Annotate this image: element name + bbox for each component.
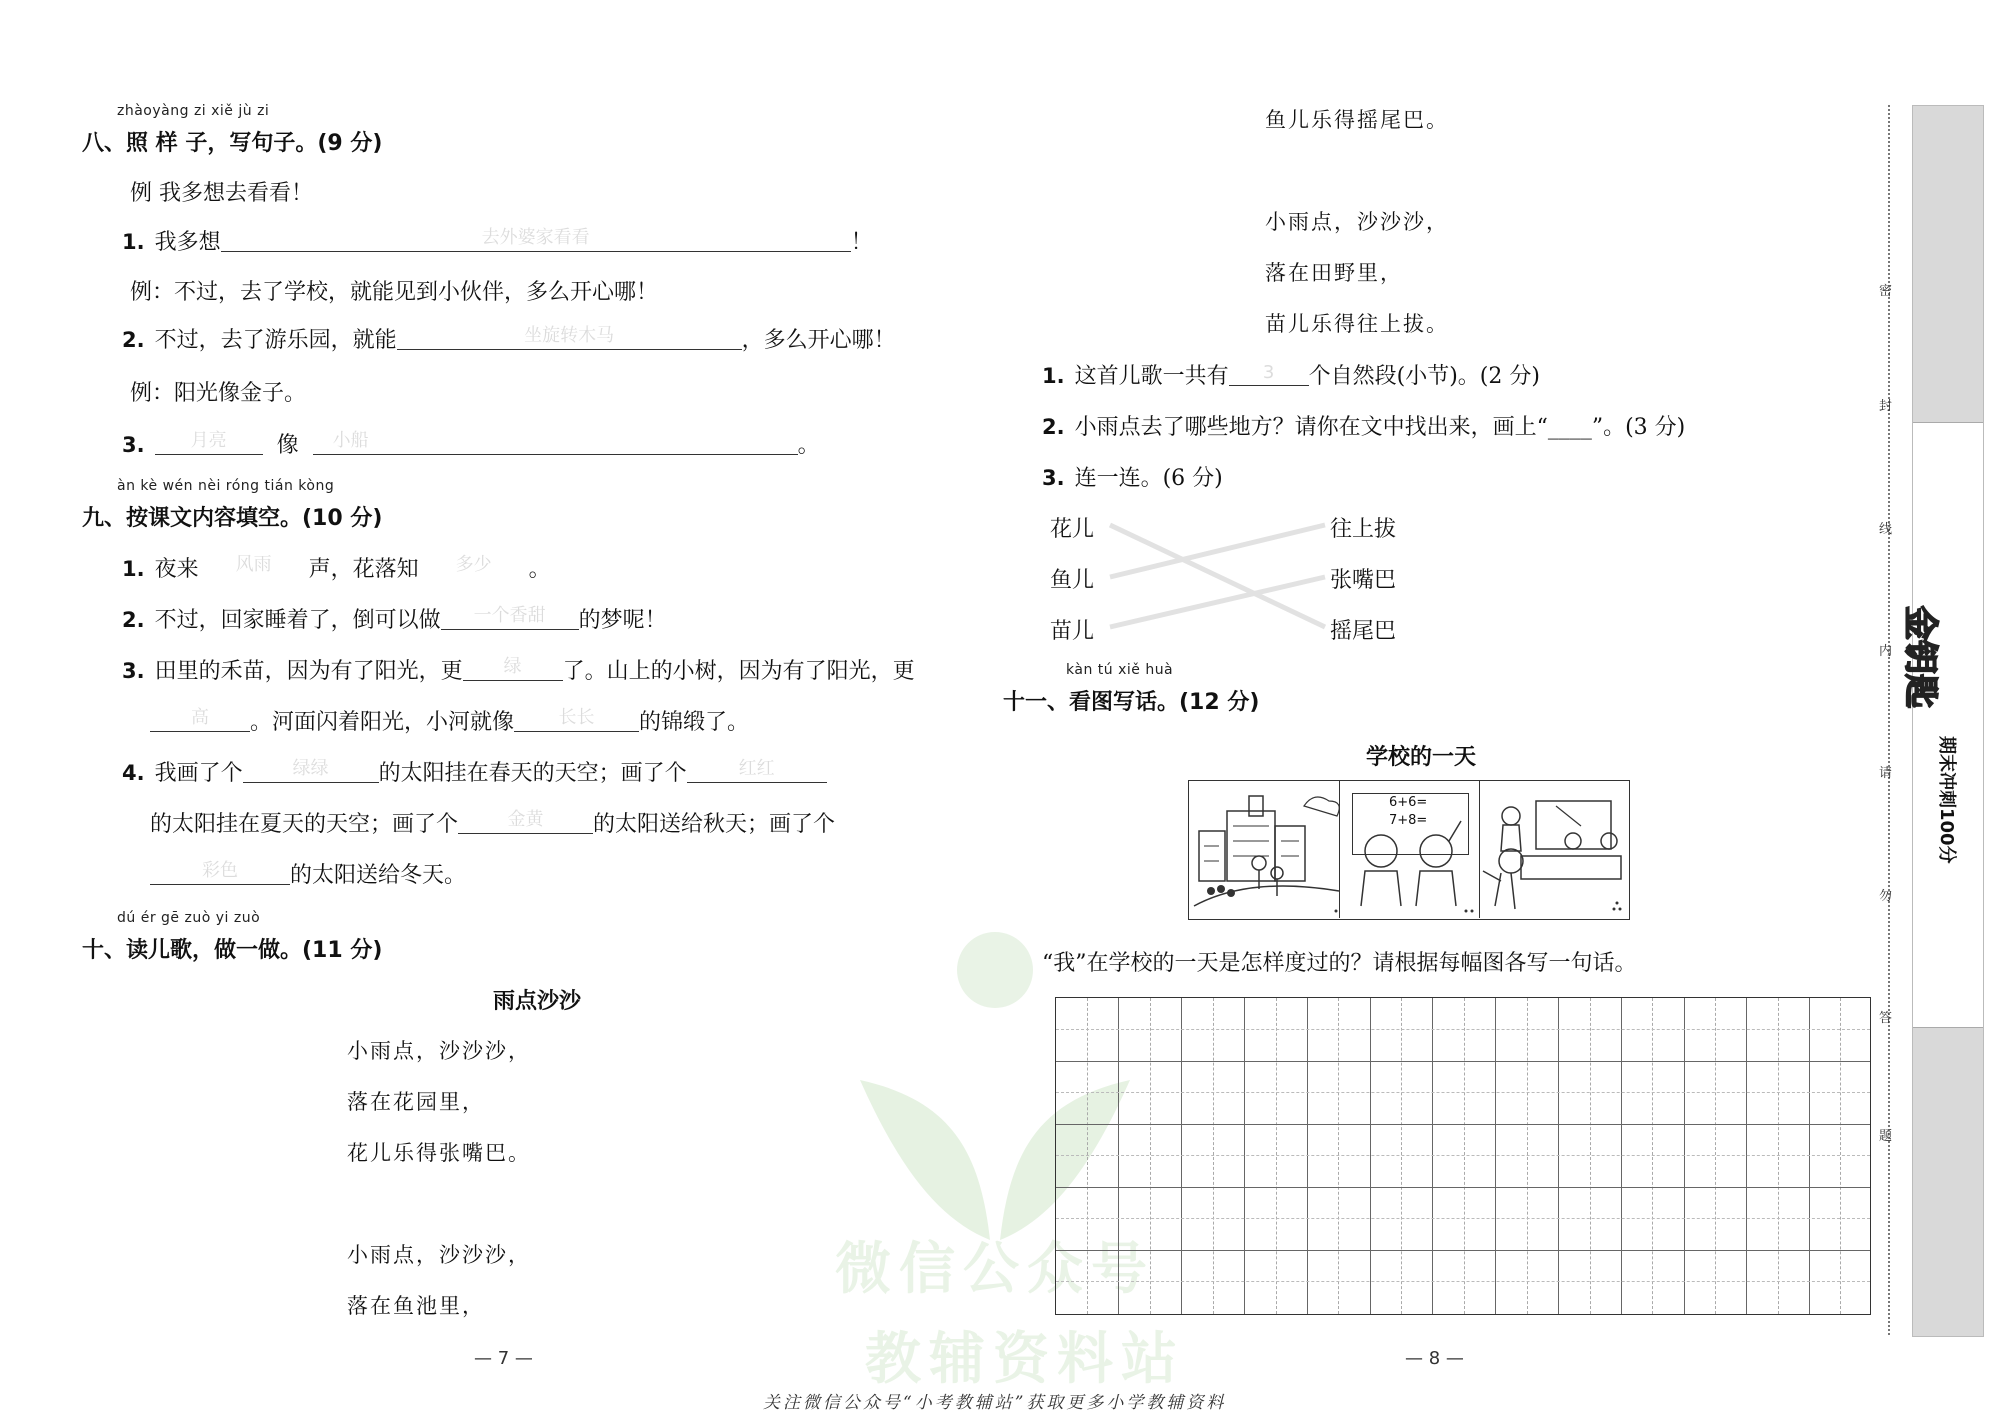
question-text: 的锦缎了。 bbox=[639, 710, 750, 735]
watermark-text: 微信公众号 bbox=[835, 1237, 1155, 1302]
poem-line: 小雨点，沙沙沙， bbox=[347, 1243, 531, 1267]
question-text: 。河面闪着阳光，小河就像 bbox=[250, 710, 515, 735]
question-1 bbox=[122, 552, 551, 583]
question-text: 夜来 bbox=[154, 557, 199, 582]
poem-line: 花儿乐得张嘴巴。 bbox=[347, 1141, 531, 1165]
page-number: — 8 — bbox=[1405, 1348, 1464, 1369]
grid-guide bbox=[1778, 998, 1779, 1314]
footer-note: 关注微信公众号“小考教辅站”获取更多小学教辅资料 bbox=[763, 1393, 1227, 1413]
question-text: 不过，回家睡着了，倒可以做 bbox=[154, 608, 441, 633]
brand-name: 金钥匙 bbox=[1900, 606, 1940, 708]
classroom-illustration bbox=[1341, 781, 1481, 918]
question-4-continued bbox=[150, 807, 835, 838]
answer-blank[interactable] bbox=[150, 709, 250, 732]
answer-blank[interactable] bbox=[313, 432, 798, 455]
question-2 bbox=[122, 603, 667, 634]
section-title: 八、照 样 子，写句子。(9 分) bbox=[82, 131, 383, 156]
question-number: 1. bbox=[122, 557, 145, 581]
faint-answer: 绿 bbox=[503, 656, 522, 677]
question-text: 小雨点去了哪些地方？请你在文中找出来，画上“____”。(3 分) bbox=[1074, 415, 1686, 440]
poem-line: 小雨点，沙沙沙， bbox=[347, 1039, 531, 1063]
example-text: 例 我多想去看看！ bbox=[130, 181, 313, 206]
question-number: 4. bbox=[122, 761, 145, 785]
grid-guide bbox=[1840, 998, 1841, 1314]
grid-guide bbox=[1715, 998, 1716, 1314]
grid-line bbox=[1495, 998, 1496, 1314]
faint-answer: 高 bbox=[191, 707, 209, 728]
writing-grid[interactable] bbox=[1055, 997, 1871, 1315]
answer-blank[interactable] bbox=[150, 862, 290, 885]
grid-guide bbox=[1056, 1029, 1870, 1030]
answer-blank[interactable] bbox=[419, 556, 529, 579]
grid-line bbox=[1809, 998, 1810, 1314]
picture-title: 学校的一天 bbox=[1366, 745, 1477, 770]
match-left-item[interactable]: 鱼儿 bbox=[1050, 568, 1095, 593]
grid-guide bbox=[1464, 998, 1465, 1314]
section-pinyin: zhàoyàng zi xiě jù zi bbox=[117, 103, 270, 119]
grid-guide bbox=[1338, 998, 1339, 1314]
question-1 bbox=[1042, 359, 1540, 390]
question-number: 1. bbox=[122, 230, 145, 254]
match-right-item[interactable]: 往上拔 bbox=[1330, 517, 1397, 542]
seal-char: 答 bbox=[1879, 1011, 1893, 1026]
faint-answer: 彩色 bbox=[202, 860, 238, 881]
question-number: 2. bbox=[122, 328, 145, 352]
page-number: — 7 — bbox=[474, 1348, 533, 1369]
question-3 bbox=[122, 428, 820, 459]
answer-blank[interactable] bbox=[458, 811, 593, 834]
grid-guide bbox=[1401, 998, 1402, 1314]
question-text: 不过，去了游乐园，就能 bbox=[154, 328, 397, 353]
section-title: 九、按课文内容填空。(10 分) bbox=[82, 506, 383, 531]
grid-guide bbox=[1087, 998, 1088, 1314]
question-text: 田里的禾苗，因为有了阳光，更 bbox=[154, 659, 463, 684]
question-2 bbox=[1042, 410, 1685, 441]
question-text: 我多想 bbox=[154, 230, 221, 255]
match-right-item[interactable]: 张嘴巴 bbox=[1330, 568, 1397, 593]
watermark-text: 教辅资料站 bbox=[865, 1327, 1185, 1392]
question-text: 。 bbox=[528, 557, 551, 582]
seal-char: 请 bbox=[1879, 766, 1893, 781]
faint-answer: 去外婆家看看 bbox=[481, 227, 590, 248]
grid-line bbox=[1118, 998, 1119, 1314]
grid-line bbox=[1056, 1250, 1870, 1251]
grid-line bbox=[1558, 998, 1559, 1314]
question-text: ，多么开心哪！ bbox=[741, 328, 896, 353]
poem-line: 落在花园里， bbox=[347, 1090, 485, 1114]
seal-char: 内 bbox=[1879, 644, 1893, 659]
grid-guide bbox=[1527, 998, 1528, 1314]
match-left-item[interactable]: 苗儿 bbox=[1050, 619, 1095, 644]
section-pinyin: àn kè wén nèi róng tián kòng bbox=[117, 478, 335, 494]
grid-guide bbox=[1150, 998, 1151, 1314]
question-text: 连一连。(6 分) bbox=[1074, 466, 1223, 491]
grid-guide bbox=[1652, 998, 1653, 1314]
question-number: 2. bbox=[122, 608, 145, 632]
question-text: 的太阳送给秋天；画了个 bbox=[593, 812, 836, 837]
faint-answer: 月亮 bbox=[190, 430, 227, 451]
sidebar-band bbox=[1900, 105, 1984, 1337]
answer-blank[interactable] bbox=[397, 327, 742, 350]
question-text: 个自然段(小节)。(2 分) bbox=[1308, 364, 1540, 389]
seal-char: 线 bbox=[1879, 522, 1893, 537]
grid-line bbox=[1056, 1187, 1870, 1188]
faint-answer: 金黄 bbox=[507, 809, 544, 830]
answer-blank[interactable] bbox=[155, 432, 263, 455]
seal-char: 题 bbox=[1879, 1129, 1893, 1144]
question-text: 的太阳送给冬天。 bbox=[290, 863, 467, 888]
grid-line bbox=[1621, 998, 1622, 1314]
question-3-continued bbox=[150, 705, 749, 736]
question-text: 。 bbox=[797, 433, 820, 458]
grid-guide bbox=[1056, 1281, 1870, 1282]
faint-answer: 风雨 bbox=[235, 554, 272, 575]
grid-line bbox=[1307, 998, 1308, 1314]
grid-line bbox=[1432, 998, 1433, 1314]
faint-answer: 一个香甜 bbox=[473, 605, 546, 626]
seal-char: 密 bbox=[1879, 284, 1893, 299]
example-text: 例：阳光像金子。 bbox=[130, 381, 307, 406]
section-title: 十一、看图写话。(12 分) bbox=[1003, 690, 1260, 715]
question-text: 的梦呢！ bbox=[578, 608, 667, 633]
grid-guide bbox=[1276, 998, 1277, 1314]
section-pinyin: kàn tú xiě huà bbox=[1066, 662, 1174, 678]
section-title: 十、读儿歌，做一做。(11 分) bbox=[82, 938, 383, 963]
match-right-item[interactable]: 摇尾巴 bbox=[1330, 619, 1397, 644]
question-text: 像 bbox=[276, 433, 299, 458]
grid-line bbox=[1056, 1124, 1870, 1125]
faint-answer: 长长 bbox=[558, 707, 595, 728]
section-pinyin: dú ér gē zuò yi zuò bbox=[117, 910, 261, 926]
question-text: 的太阳挂在春天的天空；画了个 bbox=[378, 761, 687, 786]
panel-divider bbox=[1479, 781, 1480, 918]
grid-line bbox=[1181, 998, 1182, 1314]
school-gate-illustration bbox=[1189, 781, 1341, 918]
question-number: 3. bbox=[1042, 466, 1065, 490]
poem-line: 落在鱼池里， bbox=[347, 1294, 485, 1318]
answer-blank[interactable] bbox=[687, 760, 827, 783]
board-equation: 7+8= bbox=[1389, 813, 1428, 828]
faint-answer: 绿绿 bbox=[292, 758, 329, 779]
grid-line bbox=[1746, 998, 1747, 1314]
answer-blank[interactable] bbox=[199, 556, 309, 579]
poem-line: 苗儿乐得往上拔。 bbox=[1265, 312, 1449, 336]
question-text: 了。山上的小树，因为有了阳光，更 bbox=[562, 659, 915, 684]
faint-answer: 多少 bbox=[455, 554, 492, 575]
question-text: 这首儿歌一共有 bbox=[1074, 364, 1229, 389]
grid-guide bbox=[1590, 998, 1591, 1314]
grid-line bbox=[1370, 998, 1371, 1314]
question-number: 3. bbox=[122, 659, 145, 683]
answer-blank[interactable] bbox=[441, 607, 579, 630]
panel-divider bbox=[1339, 781, 1340, 918]
question-text: 声，花落知 bbox=[308, 557, 419, 582]
grid-guide bbox=[1056, 1218, 1870, 1219]
faint-answer: 坐旋转木马 bbox=[524, 325, 615, 346]
faint-answer: 3 bbox=[1262, 362, 1275, 383]
question-number: 1. bbox=[1042, 364, 1065, 388]
question-number: 3. bbox=[122, 433, 145, 457]
seal-char: 封 bbox=[1879, 399, 1893, 414]
grid-line bbox=[1056, 1061, 1870, 1062]
question-3 bbox=[1042, 461, 1223, 492]
seal-char: 勿 bbox=[1879, 889, 1893, 904]
answer-blank[interactable] bbox=[514, 709, 639, 732]
picture-strip bbox=[1188, 780, 1630, 920]
question-number: 2. bbox=[1042, 415, 1065, 439]
poem-title: 雨点沙沙 bbox=[493, 989, 582, 1014]
question-text: ！ bbox=[850, 230, 873, 255]
question-4 bbox=[122, 756, 827, 787]
poem-line: 鱼儿乐得摇尾巴。 bbox=[1265, 108, 1449, 132]
question-text: 的太阳挂在夏天的天空；画了个 bbox=[150, 812, 459, 837]
match-left-item[interactable]: 花儿 bbox=[1050, 517, 1095, 542]
brand-subtitle: 期末冲刺100分 bbox=[1936, 736, 1957, 864]
answer-blank[interactable] bbox=[463, 658, 563, 681]
question-2 bbox=[122, 323, 896, 354]
poem-line: 小雨点，沙沙沙， bbox=[1265, 210, 1449, 234]
matching-lines bbox=[1105, 515, 1330, 640]
brand-logo bbox=[1900, 606, 1978, 726]
writing-prompt: “我”在学校的一天是怎样度过的？请根据每幅图各写一句话。 bbox=[1042, 951, 1637, 976]
answer-blank[interactable] bbox=[1229, 363, 1309, 386]
question-3 bbox=[122, 654, 915, 685]
example-text: 例：不过，去了学校，就能见到小伙伴，多么开心哪！ bbox=[130, 280, 659, 305]
question-text: 我画了个 bbox=[154, 761, 243, 786]
grid-guide bbox=[1213, 998, 1214, 1314]
grid-guide bbox=[1056, 1155, 1870, 1156]
faint-answer: 红红 bbox=[738, 758, 775, 779]
board-equation: 6+6= bbox=[1389, 795, 1428, 810]
grid-guide bbox=[1056, 1092, 1870, 1093]
grid-line bbox=[1244, 998, 1245, 1314]
answer-blank[interactable] bbox=[221, 229, 851, 252]
playground-illustration bbox=[1481, 781, 1629, 918]
poem-line: 落在田野里， bbox=[1265, 261, 1403, 285]
question-1 bbox=[122, 225, 873, 256]
faint-answer: 小船 bbox=[332, 430, 369, 451]
grid-line bbox=[1684, 998, 1685, 1314]
answer-blank[interactable] bbox=[243, 760, 379, 783]
question-4-continued bbox=[150, 858, 466, 889]
